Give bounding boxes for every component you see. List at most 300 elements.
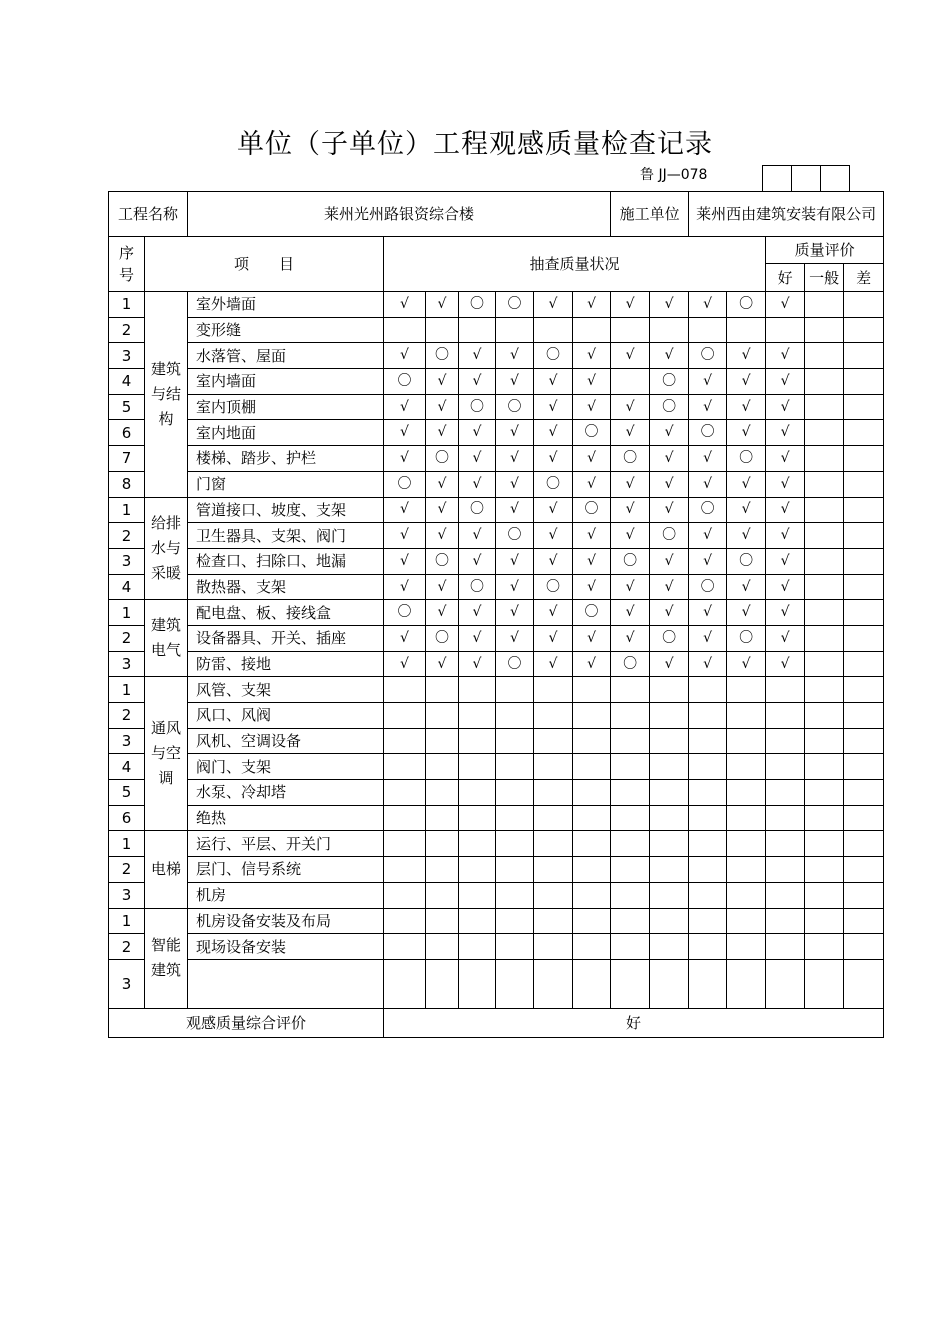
sampling-mark	[426, 908, 459, 934]
sampling-mark	[727, 908, 766, 934]
sampling-mark: √	[573, 574, 611, 600]
sampling-mark: 〇	[650, 625, 689, 651]
seq-cell: 2	[109, 703, 145, 729]
rating-good-cell	[766, 805, 805, 831]
sampling-mark: 〇	[384, 471, 426, 497]
sampling-mark: √	[727, 497, 766, 523]
rating-average-cell	[805, 625, 844, 651]
sampling-mark	[727, 934, 766, 960]
sampling-mark: √	[426, 394, 459, 420]
sampling-mark: 〇	[384, 369, 426, 395]
sampling-mark	[689, 780, 727, 806]
item-header: 项 目	[145, 237, 384, 292]
sampling-mark	[611, 857, 650, 883]
item-cell	[188, 959, 384, 1008]
sampling-mark: 〇	[727, 548, 766, 574]
sampling-mark	[689, 857, 727, 883]
overall-evaluation-value: 好	[384, 1008, 884, 1037]
rating-good-cell	[766, 959, 805, 1008]
sampling-mark: √	[650, 292, 689, 318]
rating-average-cell	[805, 420, 844, 446]
code-box	[763, 166, 792, 192]
sampling-mark: √	[611, 420, 650, 446]
rating-good-cell: √	[766, 497, 805, 523]
seq-cell: 3	[109, 651, 145, 677]
rating-average-cell	[805, 369, 844, 395]
sampling-mark	[384, 857, 426, 883]
sampling-mark: 〇	[426, 548, 459, 574]
sampling-mark: √	[496, 369, 534, 395]
item-cell: 防雷、接地	[188, 651, 384, 677]
sampling-mark: √	[534, 625, 573, 651]
sampling-mark	[496, 805, 534, 831]
seq-cell: 1	[109, 677, 145, 703]
rating-poor-cell	[844, 703, 884, 729]
sampling-mark	[459, 677, 496, 703]
rating-good-cell	[766, 677, 805, 703]
seq-cell: 3	[109, 728, 145, 754]
table-row	[109, 959, 884, 1008]
sampling-mark	[534, 857, 573, 883]
sampling-mark: √	[650, 651, 689, 677]
sampling-mark: √	[650, 420, 689, 446]
sampling-mark: √	[426, 292, 459, 318]
rating-good-cell	[766, 754, 805, 780]
sampling-mark	[459, 831, 496, 857]
seq-cell: 4	[109, 754, 145, 780]
sampling-mark	[727, 780, 766, 806]
rating-average-cell	[805, 394, 844, 420]
sampling-mark	[573, 857, 611, 883]
sampling-mark	[573, 882, 611, 908]
rating-good-cell: √	[766, 523, 805, 549]
sampling-mark	[534, 882, 573, 908]
rating-good-cell	[766, 831, 805, 857]
rating-average-cell	[805, 600, 844, 626]
sampling-mark: √	[534, 651, 573, 677]
sampling-mark: √	[534, 497, 573, 523]
sampling-mark: √	[426, 574, 459, 600]
sampling-mark: 〇	[459, 292, 496, 318]
rating-poor-cell	[844, 908, 884, 934]
seq-cell: 2	[109, 317, 145, 343]
seq-cell: 3	[109, 343, 145, 369]
rating-average-cell	[805, 292, 844, 318]
item-cell: 风机、空调设备	[188, 728, 384, 754]
rating-average-cell	[805, 317, 844, 343]
sampling-mark	[426, 959, 459, 1008]
sampling-mark	[727, 317, 766, 343]
table-row	[109, 317, 884, 343]
rating-average-cell	[805, 959, 844, 1008]
sampling-mark	[689, 703, 727, 729]
sampling-mark	[689, 831, 727, 857]
sampling-mark: √	[459, 446, 496, 472]
rating-poor-cell	[844, 651, 884, 677]
rating-good-cell: √	[766, 446, 805, 472]
item-cell: 散热器、支架	[188, 574, 384, 600]
sampling-mark	[426, 882, 459, 908]
rating-poor-cell	[844, 343, 884, 369]
sampling-mark: √	[496, 497, 534, 523]
sampling-mark	[689, 728, 727, 754]
sampling-mark: √	[689, 292, 727, 318]
sampling-mark: √	[573, 343, 611, 369]
sampling-mark	[384, 831, 426, 857]
sampling-mark: √	[727, 471, 766, 497]
seq-cell: 5	[109, 780, 145, 806]
rating-good-cell	[766, 934, 805, 960]
rating-average-cell	[805, 446, 844, 472]
rating-good-cell: √	[766, 394, 805, 420]
average-header: 一般	[805, 264, 844, 292]
sampling-mark	[573, 677, 611, 703]
table-row	[109, 497, 884, 523]
rating-poor-cell	[844, 394, 884, 420]
sampling-mark	[611, 780, 650, 806]
sampling-mark: √	[534, 369, 573, 395]
rating-average-cell	[805, 343, 844, 369]
sampling-mark	[611, 908, 650, 934]
sampling-mark	[534, 908, 573, 934]
sampling-mark	[611, 959, 650, 1008]
sampling-mark: 〇	[534, 343, 573, 369]
rating-good-cell: √	[766, 420, 805, 446]
seq-cell: 1	[109, 908, 145, 934]
item-cell: 设备器具、开关、插座	[188, 625, 384, 651]
sampling-mark	[727, 831, 766, 857]
rating-poor-cell	[844, 934, 884, 960]
sampling-mark: √	[689, 394, 727, 420]
item-cell: 楼梯、踏步、护栏	[188, 446, 384, 472]
sampling-mark: 〇	[459, 394, 496, 420]
sampling-mark: √	[496, 471, 534, 497]
sampling-mark: √	[459, 548, 496, 574]
code-box	[792, 166, 821, 192]
sampling-mark	[459, 908, 496, 934]
sampling-mark: 〇	[611, 446, 650, 472]
sampling-mark: 〇	[689, 497, 727, 523]
item-cell: 室外墙面	[188, 292, 384, 318]
sampling-mark	[650, 934, 689, 960]
item-cell: 室内顶棚	[188, 394, 384, 420]
sampling-mark: √	[650, 471, 689, 497]
sampling-mark: √	[459, 600, 496, 626]
sampling-mark: √	[727, 394, 766, 420]
sampling-mark: √	[426, 600, 459, 626]
sampling-mark: √	[384, 523, 426, 549]
sampling-mark: 〇	[534, 574, 573, 600]
sampling-mark: 〇	[650, 394, 689, 420]
sampling-mark	[727, 677, 766, 703]
sampling-mark: √	[689, 523, 727, 549]
sampling-mark: √	[496, 600, 534, 626]
table-row	[109, 446, 884, 472]
sampling-mark: 〇	[496, 651, 534, 677]
sampling-mark	[384, 908, 426, 934]
sampling-mark: √	[689, 651, 727, 677]
rating-poor-cell	[844, 446, 884, 472]
rating-good-cell: √	[766, 292, 805, 318]
sampling-mark	[384, 959, 426, 1008]
contractor-value: 莱州西由建筑安装有限公司	[689, 192, 884, 237]
sampling-mark	[384, 703, 426, 729]
sampling-mark: √	[384, 625, 426, 651]
table-row	[109, 548, 884, 574]
sampling-mark	[689, 805, 727, 831]
table-row	[109, 754, 884, 780]
sampling-mark: √	[426, 497, 459, 523]
sampling-mark: 〇	[573, 420, 611, 446]
sampling-mark: √	[650, 446, 689, 472]
sampling-mark: 〇	[573, 600, 611, 626]
seq-cell: 6	[109, 420, 145, 446]
rating-poor-cell	[844, 523, 884, 549]
sampling-mark	[573, 728, 611, 754]
sampling-mark	[384, 677, 426, 703]
sampling-mark: 〇	[496, 523, 534, 549]
table-row	[109, 471, 884, 497]
sampling-mark: √	[727, 600, 766, 626]
seq-cell: 8	[109, 471, 145, 497]
sampling-mark	[689, 934, 727, 960]
sampling-mark	[611, 677, 650, 703]
sampling-mark	[650, 703, 689, 729]
sampling-mark	[727, 754, 766, 780]
rating-poor-cell	[844, 600, 884, 626]
sampling-mark	[650, 754, 689, 780]
item-cell: 阀门、支架	[188, 754, 384, 780]
rating-poor-cell	[844, 497, 884, 523]
table-row	[109, 728, 884, 754]
seq-cell: 3	[109, 882, 145, 908]
rating-poor-cell	[844, 471, 884, 497]
sampling-mark: 〇	[534, 471, 573, 497]
category-cell: 给排水与采暖	[145, 497, 188, 600]
seq-header-top: 序	[118, 243, 134, 262]
sampling-mark: √	[459, 651, 496, 677]
rating-poor-cell	[844, 369, 884, 395]
sampling-mark: √	[573, 523, 611, 549]
category-cell: 电梯	[145, 831, 188, 908]
sampling-mark: √	[727, 343, 766, 369]
sampling-header: 抽查质量状况	[384, 237, 766, 292]
item-cell: 风口、风阀	[188, 703, 384, 729]
sampling-mark: √	[459, 471, 496, 497]
sampling-mark: 〇	[496, 394, 534, 420]
sampling-mark	[426, 728, 459, 754]
table-row	[109, 882, 884, 908]
table-row	[109, 703, 884, 729]
sampling-mark	[689, 882, 727, 908]
sampling-mark: 〇	[727, 446, 766, 472]
rating-average-cell	[805, 471, 844, 497]
sampling-mark	[650, 728, 689, 754]
rating-average-cell	[805, 882, 844, 908]
table-row	[109, 369, 884, 395]
rating-average-cell	[805, 754, 844, 780]
seq-cell: 4	[109, 574, 145, 600]
sampling-mark: √	[534, 446, 573, 472]
sampling-mark	[650, 831, 689, 857]
rating-average-cell	[805, 934, 844, 960]
sampling-mark: √	[384, 497, 426, 523]
sampling-mark	[650, 908, 689, 934]
seq-cell: 3	[109, 548, 145, 574]
sampling-mark	[384, 728, 426, 754]
footer-row	[109, 1008, 884, 1037]
seq-cell: 1	[109, 292, 145, 318]
category-cell: 建筑与结构	[145, 292, 188, 498]
sampling-mark: √	[534, 548, 573, 574]
rating-good-cell	[766, 317, 805, 343]
table-row	[109, 780, 884, 806]
rating-good-cell: √	[766, 600, 805, 626]
sampling-mark: √	[727, 651, 766, 677]
sampling-mark: √	[426, 369, 459, 395]
rating-average-cell	[805, 523, 844, 549]
sampling-mark	[496, 882, 534, 908]
rating-good-cell: √	[766, 548, 805, 574]
sampling-mark	[459, 780, 496, 806]
sampling-mark	[496, 677, 534, 703]
item-cell: 水泵、冷却塔	[188, 780, 384, 806]
sampling-mark	[534, 959, 573, 1008]
sampling-mark: 〇	[689, 343, 727, 369]
rating-average-cell	[805, 805, 844, 831]
sampling-mark: √	[534, 292, 573, 318]
project-name-label: 工程名称	[109, 192, 188, 237]
sampling-mark: 〇	[426, 343, 459, 369]
sampling-mark: √	[650, 574, 689, 600]
category-cell: 通风与空调	[145, 677, 188, 831]
rating-poor-cell	[844, 574, 884, 600]
sampling-mark	[384, 754, 426, 780]
sampling-mark: √	[611, 292, 650, 318]
sampling-mark: √	[650, 343, 689, 369]
sampling-mark	[459, 317, 496, 343]
project-name-value: 莱州光州路银资综合楼	[188, 192, 611, 237]
rating-poor-cell	[844, 754, 884, 780]
seq-cell: 4	[109, 369, 145, 395]
sampling-mark	[534, 780, 573, 806]
rating-average-cell	[805, 908, 844, 934]
table-row	[109, 343, 884, 369]
sampling-mark: √	[384, 651, 426, 677]
sampling-mark: √	[611, 574, 650, 600]
sampling-mark: 〇	[689, 574, 727, 600]
sampling-mark	[384, 780, 426, 806]
sampling-mark	[426, 857, 459, 883]
table-row	[109, 677, 884, 703]
sampling-mark	[689, 677, 727, 703]
sampling-mark: √	[611, 497, 650, 523]
sampling-mark	[611, 882, 650, 908]
sampling-mark	[689, 908, 727, 934]
table-row	[109, 857, 884, 883]
sampling-mark: √	[611, 343, 650, 369]
sampling-mark	[534, 754, 573, 780]
rating-poor-cell	[844, 292, 884, 318]
rating-good-cell	[766, 703, 805, 729]
sampling-mark: 〇	[727, 625, 766, 651]
sampling-mark	[459, 754, 496, 780]
rating-average-cell	[805, 574, 844, 600]
sampling-mark	[534, 831, 573, 857]
sampling-mark: √	[496, 343, 534, 369]
sampling-mark	[650, 677, 689, 703]
sampling-mark: √	[534, 600, 573, 626]
sampling-mark	[426, 831, 459, 857]
table-row	[109, 831, 884, 857]
table-row	[109, 523, 884, 549]
overall-evaluation-label: 观感质量综合评价	[109, 1008, 384, 1037]
sampling-mark	[496, 831, 534, 857]
sampling-mark	[459, 857, 496, 883]
sampling-mark	[650, 882, 689, 908]
table-row	[109, 805, 884, 831]
sampling-mark	[611, 703, 650, 729]
sampling-mark	[534, 677, 573, 703]
item-cell: 管道接口、坡度、支架	[188, 497, 384, 523]
sampling-mark	[426, 805, 459, 831]
sampling-mark: √	[727, 420, 766, 446]
sampling-mark	[727, 703, 766, 729]
sampling-mark: √	[384, 292, 426, 318]
table-row	[109, 625, 884, 651]
sampling-mark: √	[534, 523, 573, 549]
document-code: 鲁 JJ—078	[640, 167, 708, 183]
sampling-mark	[611, 831, 650, 857]
sampling-mark	[426, 934, 459, 960]
sampling-mark: √	[384, 574, 426, 600]
sampling-mark	[459, 728, 496, 754]
rating-average-cell	[805, 651, 844, 677]
column-header-row	[109, 237, 884, 264]
sampling-mark	[650, 805, 689, 831]
sampling-mark	[650, 959, 689, 1008]
rating-good-cell	[766, 728, 805, 754]
item-cell: 卫生器具、支架、阀门	[188, 523, 384, 549]
rating-average-cell	[805, 728, 844, 754]
sampling-mark: √	[459, 523, 496, 549]
rating-good-cell	[766, 882, 805, 908]
item-cell: 层门、信号系统	[188, 857, 384, 883]
sampling-mark	[459, 882, 496, 908]
rating-poor-cell	[844, 857, 884, 883]
sampling-mark: √	[496, 625, 534, 651]
rating-average-cell	[805, 831, 844, 857]
sampling-mark: √	[573, 471, 611, 497]
seq-cell: 2	[109, 857, 145, 883]
rating-good-cell: √	[766, 369, 805, 395]
rating-good-cell: √	[766, 625, 805, 651]
sampling-mark: √	[573, 548, 611, 574]
rating-good-cell: √	[766, 651, 805, 677]
seq-cell: 5	[109, 394, 145, 420]
sampling-mark: √	[689, 548, 727, 574]
item-cell: 绝热	[188, 805, 384, 831]
sampling-mark: √	[727, 369, 766, 395]
rating-good-cell: √	[766, 471, 805, 497]
sampling-mark	[384, 882, 426, 908]
rating-header: 质量评价	[766, 237, 884, 264]
sampling-mark: 〇	[650, 523, 689, 549]
sampling-mark: 〇	[611, 548, 650, 574]
sampling-mark: √	[650, 600, 689, 626]
sampling-mark: √	[459, 420, 496, 446]
code-boxes	[762, 165, 850, 192]
